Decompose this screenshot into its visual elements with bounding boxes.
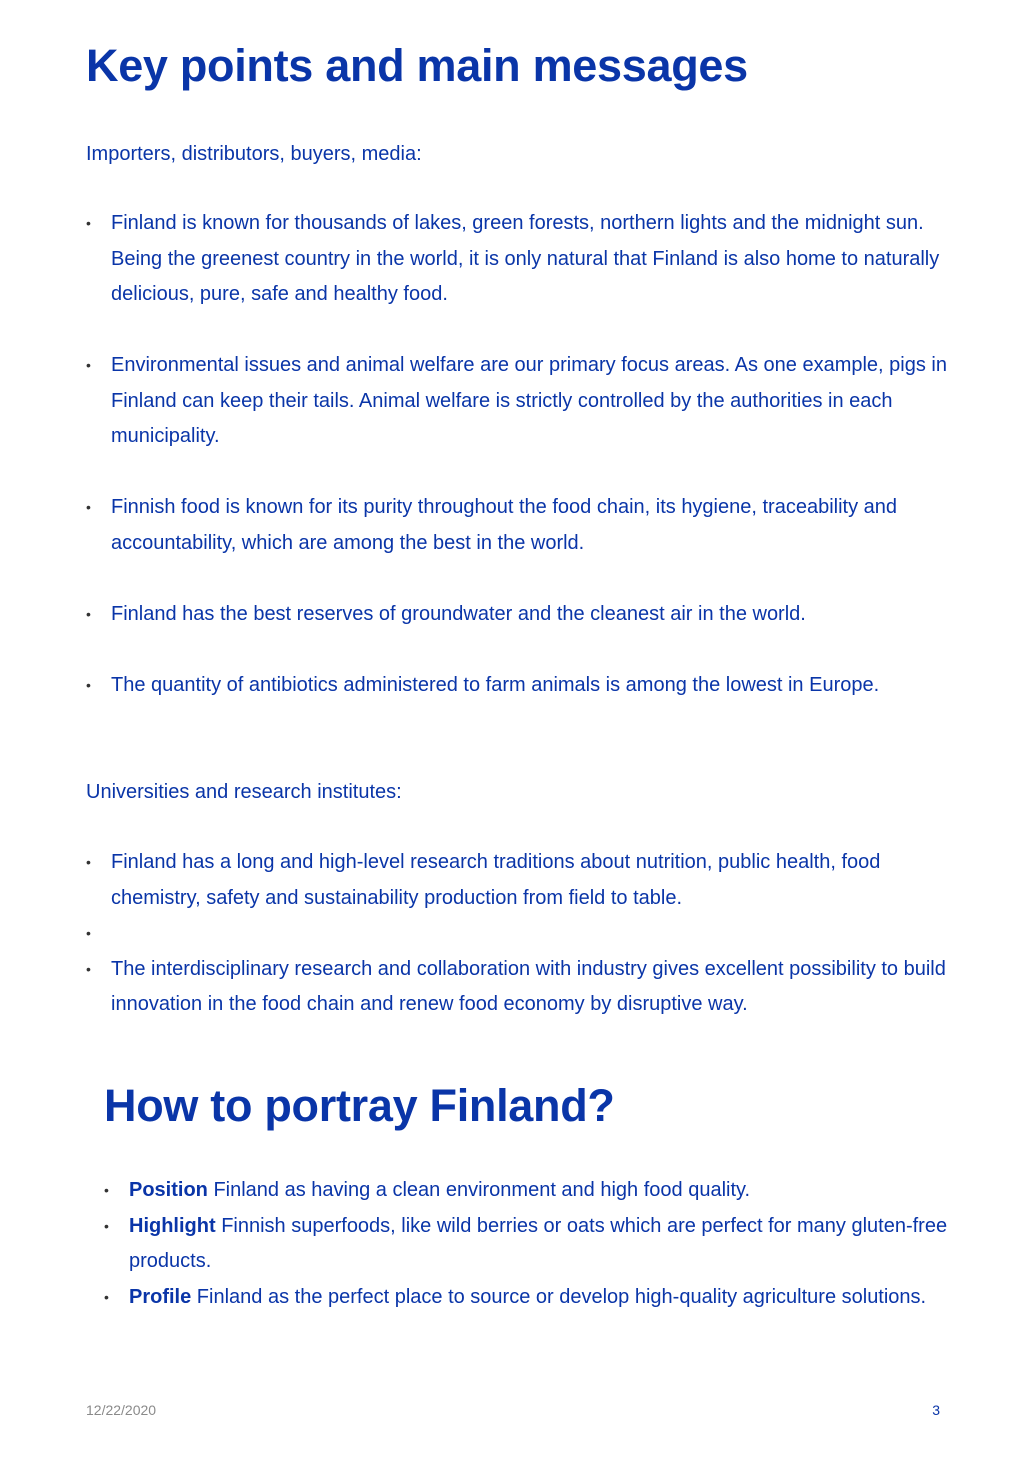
list-item-keyword: Profile <box>129 1285 192 1308</box>
bullet-icon: • <box>86 499 91 515</box>
list-item-keyword: Highlight <box>129 1214 216 1237</box>
list-item-text: Finland has the best reserves of groundwater and the cleanest air in the world. <box>111 602 806 625</box>
bullet-list-importers <box>86 206 966 703</box>
list-item <box>86 348 966 455</box>
list-item-text: Finnish superfoods, like wild berries or oats which are perfect for many gluten-free products. <box>129 1214 948 1272</box>
list-item <box>104 1280 964 1316</box>
bullet-icon: • <box>86 215 91 231</box>
list-item <box>86 490 966 561</box>
footer-date: 12/22/2020 <box>86 1402 157 1418</box>
list-item-text: Finland as having a clean environment and high food quality. <box>207 1179 751 1201</box>
list-item <box>104 1173 964 1209</box>
bullet-icon: • <box>104 1182 109 1198</box>
bullet-icon: • <box>104 1288 109 1305</box>
list-item-text: The interdisciplinary research and collaboration with industry gives excellent possibility to build innovation in the food chain and renew food economy by disruptive way. <box>111 957 946 1015</box>
page-number: 3 <box>932 1402 940 1418</box>
bullet-icon: • <box>86 854 91 870</box>
list-item-text: Finland as the perfect place to source or develop high-quality agriculture solutions. <box>191 1285 927 1308</box>
list-item-text: Environmental issues and animal welfare are our primary focus areas. As one example, pigs in Finland can keep their tails. Animal welfare is strictly controlled by the authorities in each municipality. <box>111 354 947 447</box>
list-item-text: Finnish food is known for its purity throughout the food chain, its hygiene, traceability and accountability, which are among the best in the world. <box>111 496 898 554</box>
list-item <box>86 916 966 952</box>
list-item-keyword: Position <box>129 1179 208 1201</box>
list-item <box>86 206 966 313</box>
bullet-icon: • <box>104 1217 109 1234</box>
list-item <box>86 952 966 1023</box>
bullet-list-portray <box>104 1173 964 1315</box>
list-item <box>86 597 966 633</box>
bullet-icon: • <box>86 605 91 622</box>
bullet-icon: • <box>86 960 91 977</box>
list-item <box>86 668 966 704</box>
list-item <box>104 1209 964 1280</box>
bullet-list-universities <box>86 845 966 1023</box>
section-title-portray: How to portray Finland? <box>104 1080 615 1131</box>
section-intro-importers: Importers, distributors, buyers, media: <box>86 143 422 165</box>
list-item-text: Finland has a long and high-level research traditions about nutrition, public health, food chemistry, safety and sustainability production from field to table. <box>111 851 881 909</box>
bullet-icon: • <box>86 357 91 373</box>
list-item <box>86 845 966 916</box>
bullet-icon: • <box>86 925 91 941</box>
section-intro-universities: Universities and research institutes: <box>86 781 402 803</box>
list-item-text: Finland is known for thousands of lakes, green forests, northern lights and the midnight sun. Being the greenest country in the world, it is only natural that Finland is also home to naturally delicious, pure, safe and healthy food. <box>111 212 940 305</box>
bullet-icon: • <box>86 676 91 693</box>
list-item-text: The quantity of antibiotics administered to farm animals is among the lowest in Europe. <box>111 673 880 696</box>
page-title: Key points and main messages <box>86 40 748 91</box>
